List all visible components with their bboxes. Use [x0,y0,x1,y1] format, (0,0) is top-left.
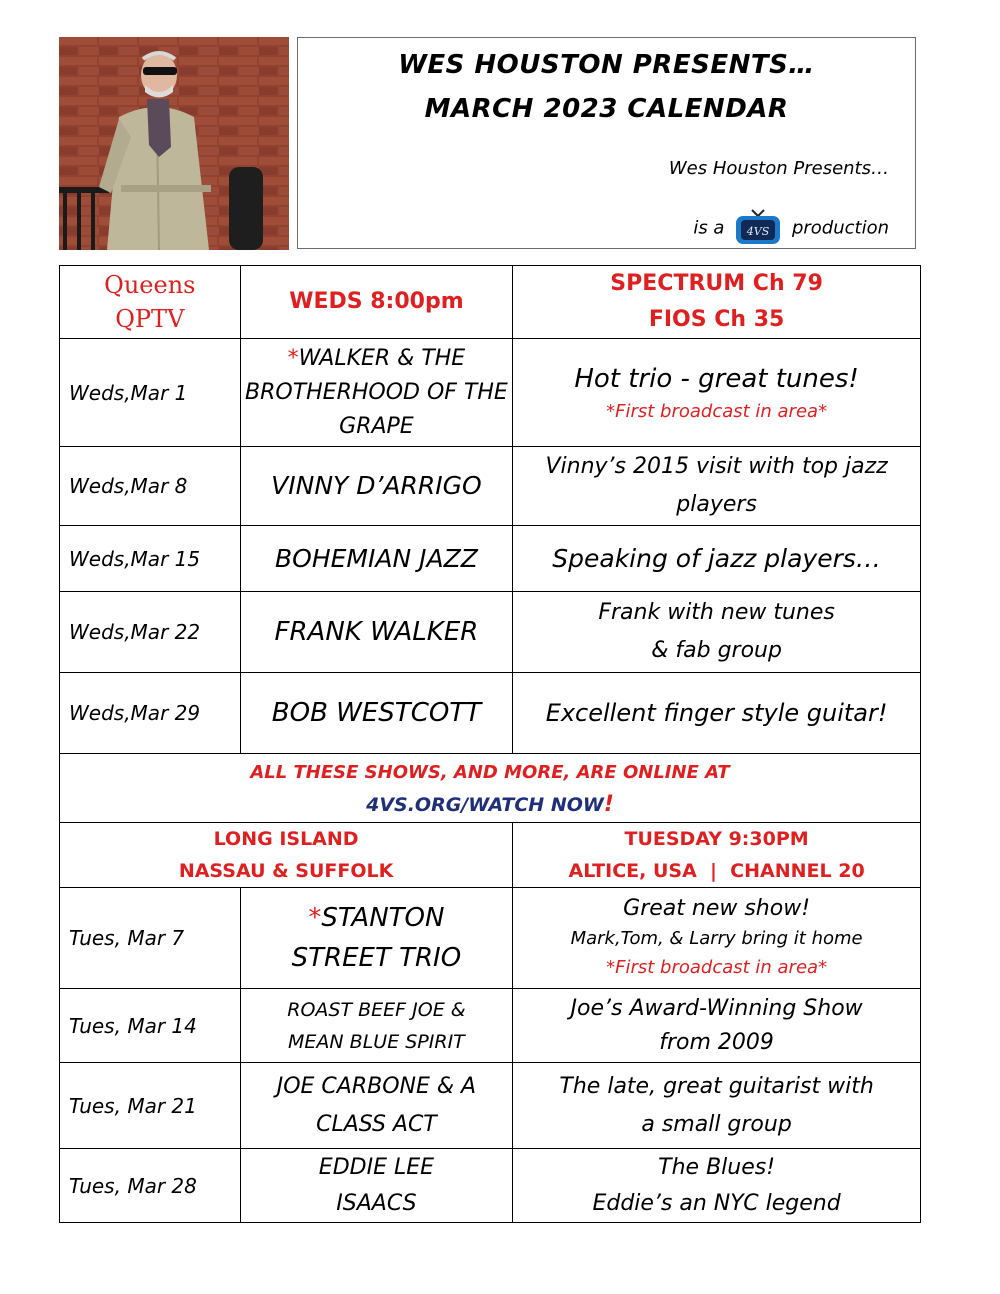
show-date: Weds,Mar 1 [60,339,241,447]
first-broadcast-note: *First broadcast in area* [606,400,828,422]
show-date: Weds,Mar 15 [60,526,241,592]
production-credit [693,206,889,251]
show-title: *WALKER & THE BROTHERHOOD OF THE GRAPE [240,339,513,447]
show-date: Weds,Mar 8 [60,447,241,526]
table-row [60,888,921,989]
header-box [297,37,916,249]
online-row [60,754,921,823]
show-date: Weds,Mar 22 [60,592,241,673]
schedule-table [59,265,921,1223]
show-date: Tues, Mar 7 [60,888,241,989]
table-row [60,989,921,1063]
production-prefix: is a [693,217,725,239]
website-link[interactable]: 4VS.ORG/WATCH NOW [366,794,604,816]
calendar-title: MARCH 2023 CALENDAR [424,94,789,124]
queens-time: WEDS 8:00pm [240,266,513,339]
show-title: *STANTON STREET TRIO [240,888,513,989]
show-description: The late, great guitarist with a small group [513,1063,921,1149]
show-title: BOB WESTCOTT [240,673,513,754]
table-row [60,592,921,673]
queens-channels: SPECTRUM Ch 79 FIOS Ch 35 [513,266,921,339]
show-description: Great new show! Mark,Tom, & Larry bring it home *First broadcast in area* [513,888,921,989]
queens-region: Queens QPTV [60,266,241,339]
show-description: Speaking of jazz players… [513,526,921,592]
first-broadcast-note: *First broadcast in area* [606,957,828,978]
show-description: Frank with new tunes & fab group [513,592,921,673]
show-title: ROAST BEEF JOE & MEAN BLUE SPIRIT [240,989,513,1063]
tv-logo-icon [734,206,782,251]
show-date: Tues, Mar 14 [60,989,241,1063]
show-date: Tues, Mar 28 [60,1149,241,1223]
table-row [60,1149,921,1223]
show-date: Tues, Mar 21 [60,1063,241,1149]
show-title: VINNY D’ARRIGO [240,447,513,526]
tv-logo-text: 4VS [746,225,770,238]
table-row [60,339,921,447]
show-description: Hot trio - great tunes! *First broadcast in area* [513,339,921,447]
table-row [60,526,921,592]
long-island-time-channel: TUESDAY 9:30PM ALTICE, USA | CHANNEL 20 [513,823,921,888]
queens-header-row [60,266,921,339]
show-description: Excellent finger style guitar! [513,673,921,754]
show-date: Weds,Mar 29 [60,673,241,754]
show-title: FRANK WALKER [240,592,513,673]
show-description: The Blues! Eddie’s an NYC legend [513,1149,921,1223]
table-row [60,447,921,526]
table-row [60,1063,921,1149]
show-title: JOE CARBONE & A CLASS ACT [240,1063,513,1149]
show-title: EDDIE LEE ISAACS [240,1149,513,1223]
presenter-photo [59,37,289,250]
online-notice: ALL THESE SHOWS, AND MORE, ARE ONLINE AT 4VS.ORG/WATCH NOW! [60,754,921,823]
show-description: Joe’s Award-Winning Show from 2009 [513,989,921,1063]
production-suffix: production [791,217,889,239]
presents-title: WES HOUSTON PRESENTS… [398,50,815,80]
table-row [60,673,921,754]
tagline: Wes Houston Presents… [668,158,889,179]
long-island-region: LONG ISLAND NASSAU & SUFFOLK [60,823,513,888]
show-title: BOHEMIAN JAZZ [240,526,513,592]
show-description: Vinny’s 2015 visit with top jazz players [513,447,921,526]
long-island-header-row [60,823,921,888]
